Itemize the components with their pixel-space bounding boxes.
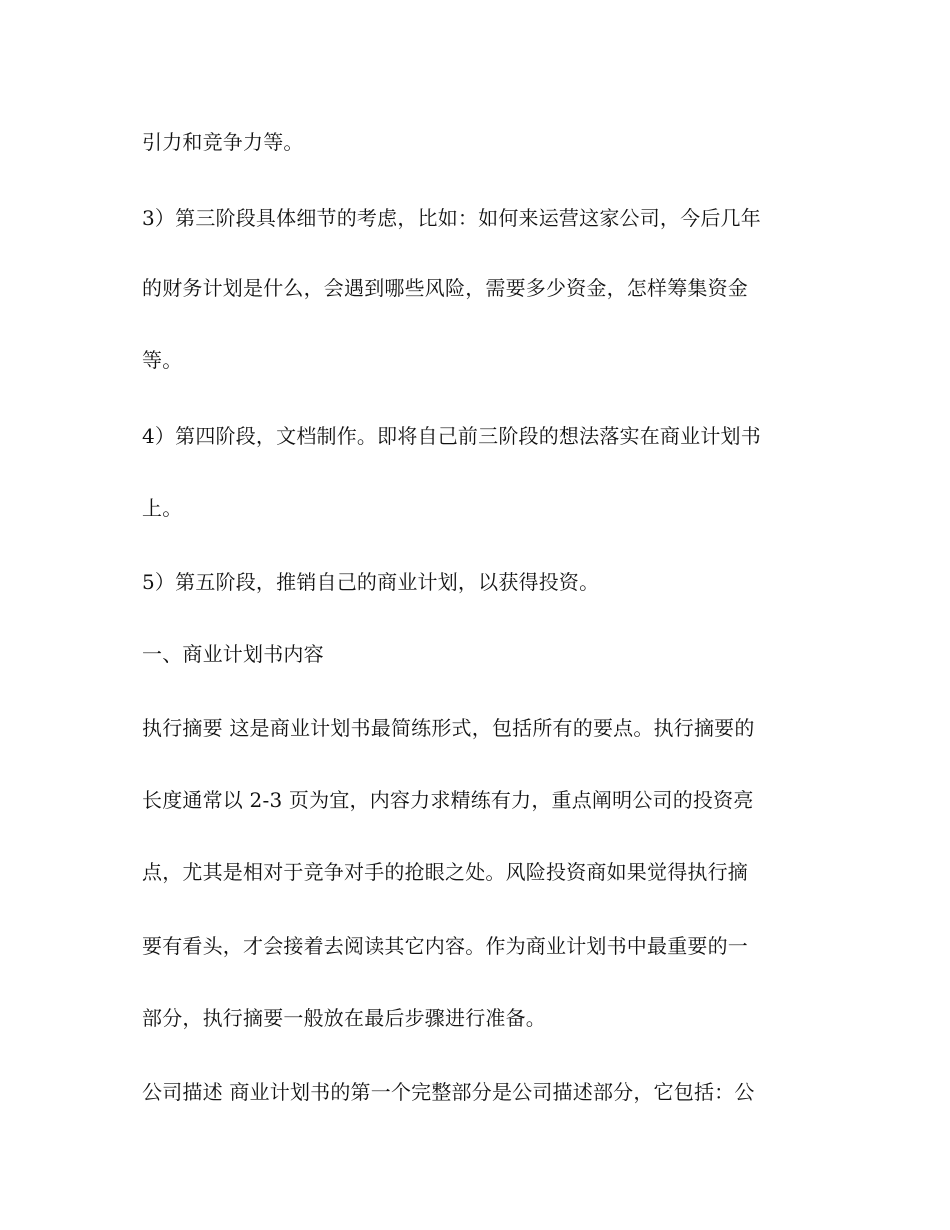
text-line: 等。: [142, 348, 183, 372]
text-line: 5）第五阶段，推销自己的商业计划，以获得投资。: [142, 570, 600, 594]
text-line: 引力和竞争力等。: [142, 130, 304, 154]
text-line: 公司描述 商业计划书的第一个完整部分是公司描述部分，它包括：公: [142, 1080, 755, 1104]
text-line: 4）第四阶段，文档制作。即将自己前三阶段的想法落实在商业计划书: [142, 424, 761, 448]
text-line: 部分，执行摘要一般放在最后步骤进行准备。: [142, 1006, 546, 1030]
text-line: 的财务计划是什么，会遇到哪些风险，需要多少资金，怎样筹集资金: [142, 276, 748, 300]
text-line: 长度通常以 2-3 页为宜，内容力求精练有力，重点阐明公司的投资亮: [142, 788, 754, 812]
text-line: 3）第三阶段具体细节的考虑，比如：如何来运营这家公司，今后几年: [142, 206, 761, 230]
text-line: 执行摘要 这是商业计划书最简练形式，包括所有的要点。执行摘要的: [142, 716, 755, 740]
text-line: 要有看头，才会接着去阅读其它内容。作为商业计划书中最重要的一: [142, 934, 748, 958]
section-heading: 一、商业计划书内容: [142, 642, 324, 666]
text-line: 上。: [142, 496, 183, 520]
text-line: 点，尤其是相对于竞争对手的抢眼之处。风险投资商如果觉得执行摘: [142, 860, 748, 884]
